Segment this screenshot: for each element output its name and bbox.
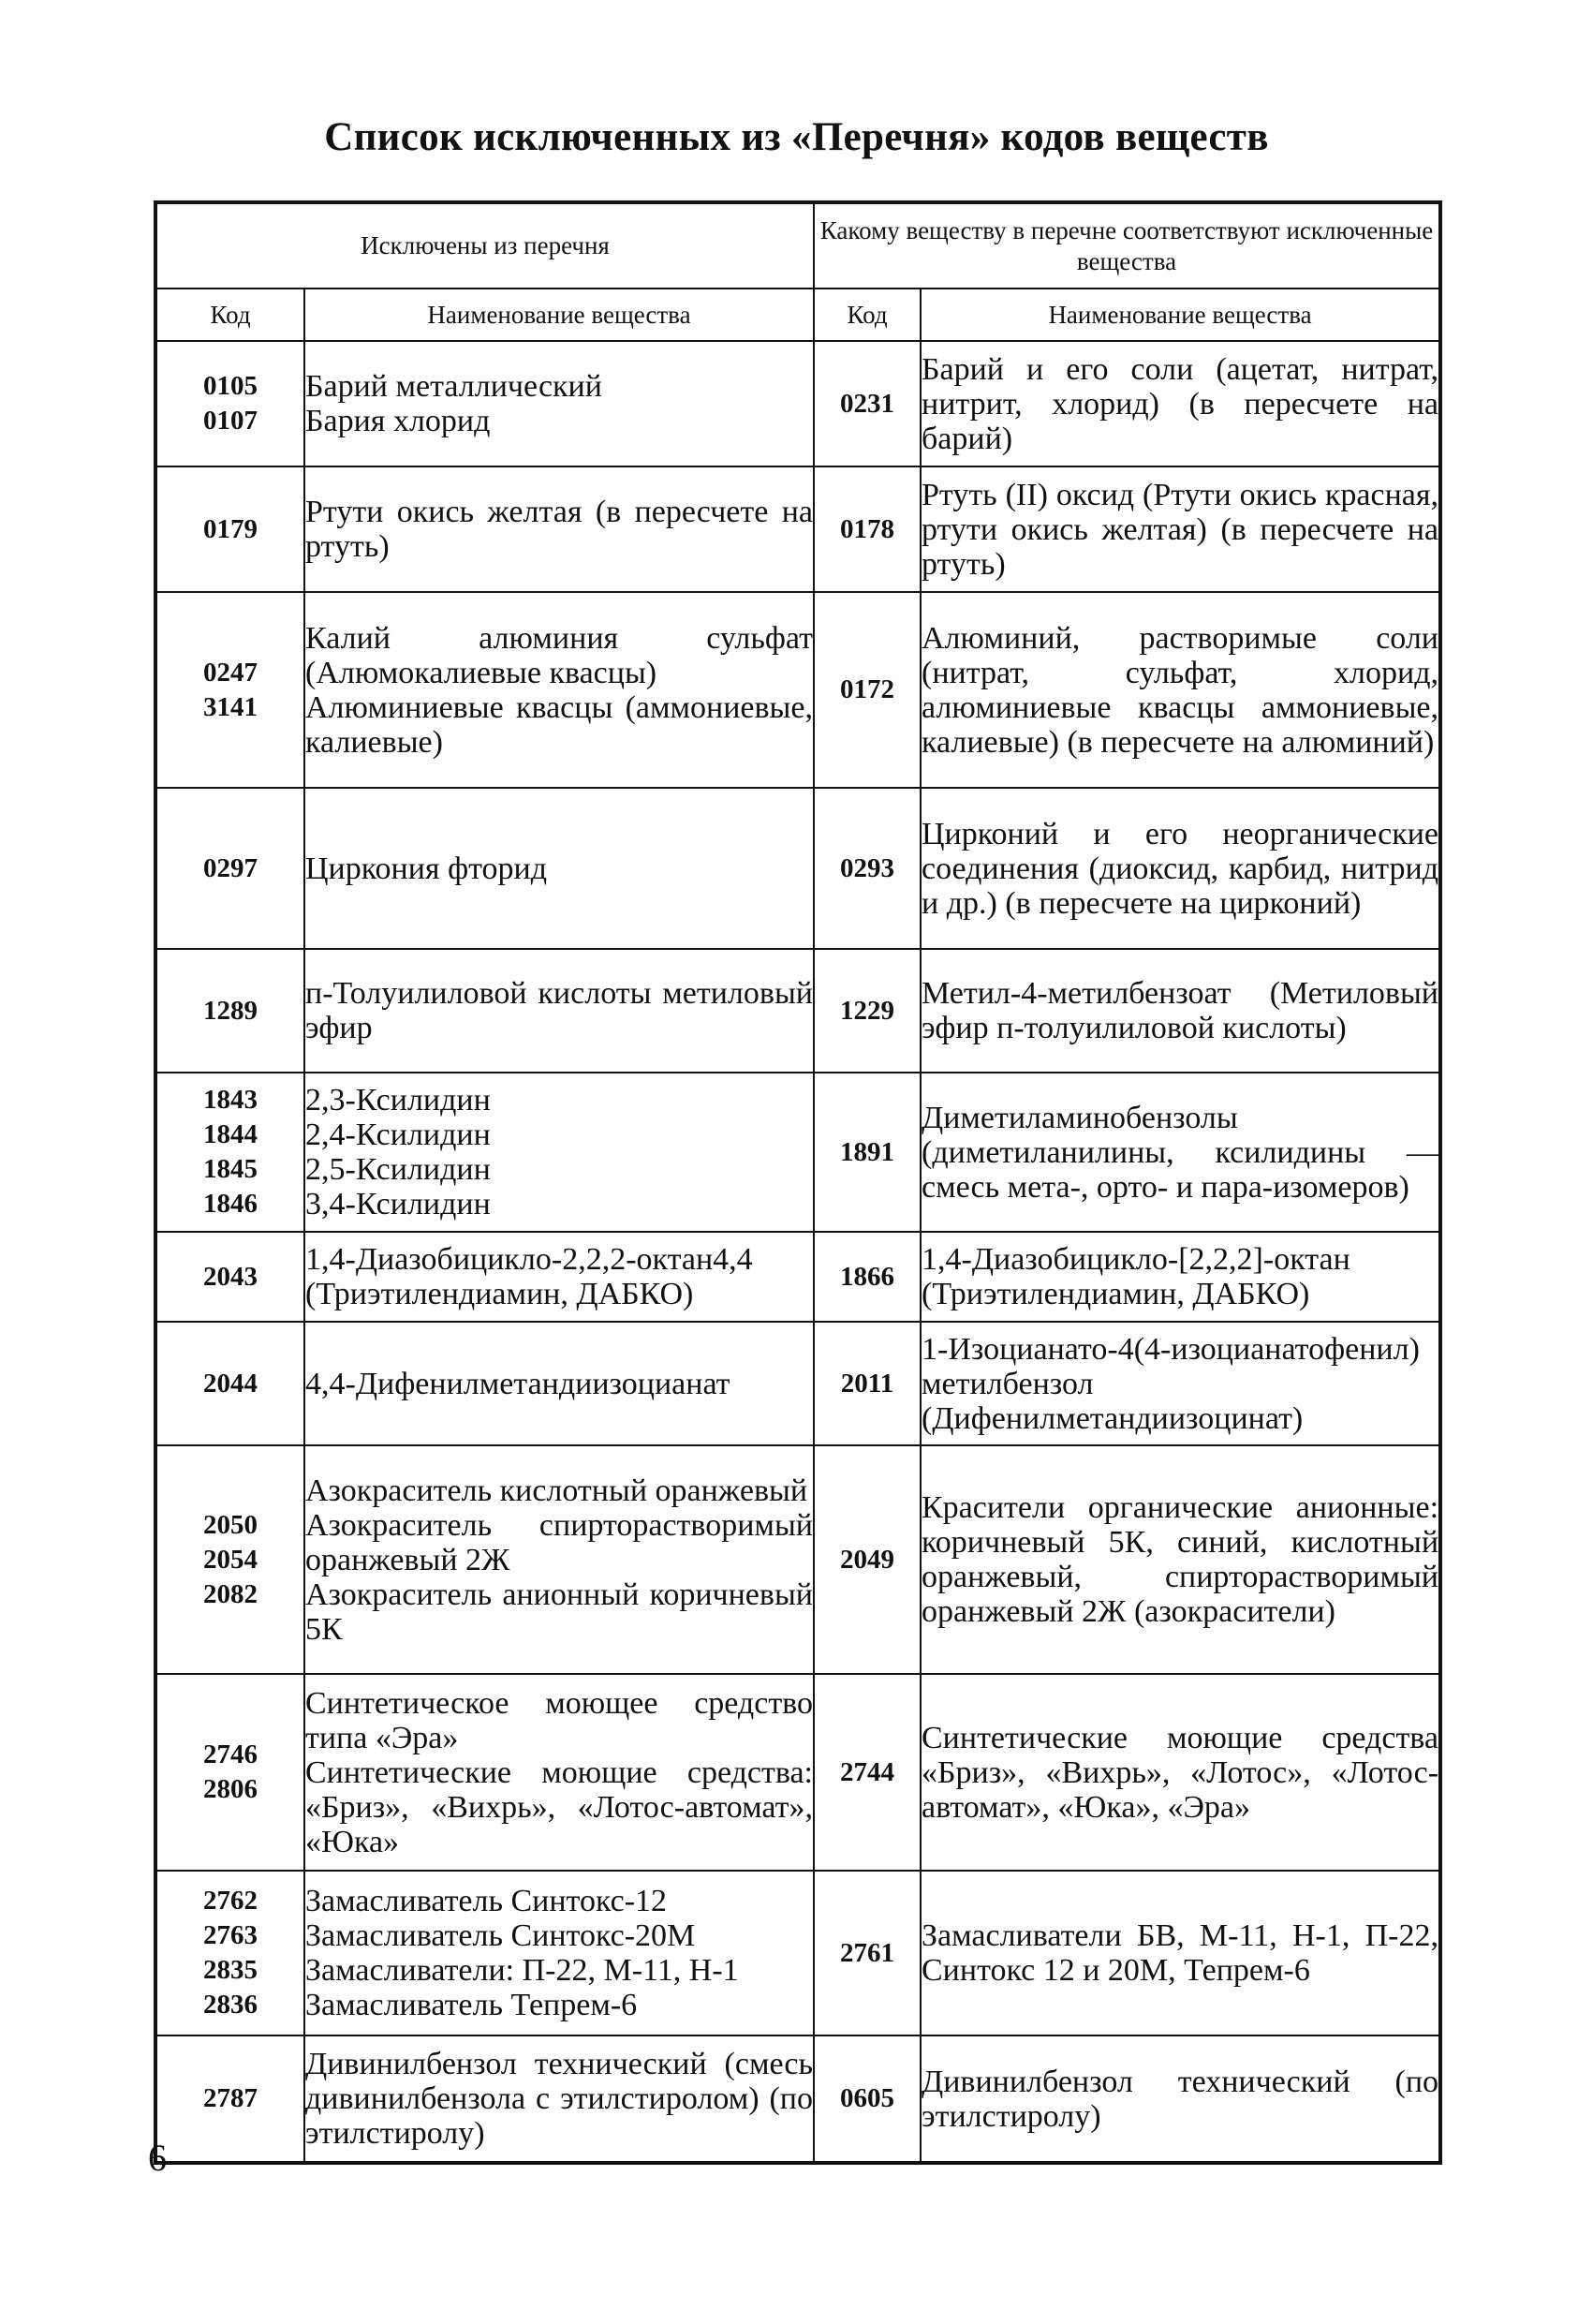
matched-name-cell: Барий и его соли (ацетат, нитрат, нитрит, хлорид) (в пересчете на барий) (921, 341, 1440, 466)
matched-name-cell: Замасливатели БВ, М-11, Н-1, П-22, Синтокс 12 и 20М, Тепрем-6 (921, 1871, 1440, 2035)
table-row (155, 1322, 1440, 1445)
matched-name-cell: Цирконий и его неорганические соединения (диоксид, карбид, нитрид и др.) (в пересчете на цирконий) (921, 788, 1440, 949)
excluded-code-cell (155, 592, 304, 788)
matched-code-cell: 0231 (814, 341, 921, 466)
matched-code-cell: 2744 (814, 1674, 921, 1871)
excluded-name: Синтетические моющие средства: «Бриз», «Вихрь», «Лотос-автомат», «Юка» (305, 1754, 813, 1859)
matched-name-cell: Красители органические анионные: коричневый 5К, синий, кислотный оранжевый, спирторастворимый оранжевый 2Ж (азокрасители) (921, 1445, 1440, 1674)
excluded-code: 2054 (203, 1544, 258, 1575)
table-row (155, 949, 1440, 1073)
matched-code-header: Код (814, 289, 921, 341)
excluded-code: 0107 (203, 406, 258, 436)
excluded-name: Замасливатель Синтокс-12 (305, 1884, 668, 1918)
matched-name-cell: 1-Изоцианато-4(4-изоцианатофенил) метилбензол (Дифенилметандиизоцинат) (921, 1322, 1440, 1445)
excluded-code-header: Код (155, 289, 304, 341)
excluded-name-cell (304, 1073, 814, 1232)
excluded-code-cell (155, 2035, 304, 2163)
excluded-name-cell (304, 1232, 814, 1322)
excluded-code-cell (155, 949, 304, 1073)
excluded-code-cell (155, 1073, 304, 1232)
excluded-code: 2836 (203, 1990, 258, 2020)
excluded-code: 1844 (203, 1119, 258, 1149)
table-row (155, 466, 1440, 592)
excluded-code-cell (155, 1322, 304, 1445)
excluded-code: 0297 (203, 852, 258, 883)
excluded-name: Калий алюминия сульфат (Алюмокалиевые квасцы) (305, 620, 813, 690)
excluded-name-cell (304, 2035, 814, 2163)
excluded-code: 2806 (203, 1774, 258, 1804)
excluded-name: Циркония фторид (305, 851, 548, 886)
matched-code-cell: 2049 (814, 1445, 921, 1674)
excluded-name: 2,3-Ксилидин (305, 1083, 491, 1118)
excluded-name-cell (304, 466, 814, 592)
excluded-name: 2,5-Ксилидин (305, 1152, 491, 1187)
matched-name-cell: Алюминий, растворимые соли (нитрат, сульфат, хлорид, алюминиевые квасцы аммониевые, калиевые) (в пересчете на алюминий) (921, 592, 1440, 788)
excluded-name-cell (304, 1322, 814, 1445)
excluded-name: Азокраситель кислотный оранжевый (305, 1473, 808, 1508)
excluded-code: 2787 (203, 2083, 258, 2113)
excluded-code: 2762 (203, 1886, 258, 1916)
matched-code-cell: 0293 (814, 788, 921, 949)
excluded-name: Бария хлорид (305, 404, 491, 438)
matched-code-cell: 2761 (814, 1871, 921, 2035)
excluded-name-cell (304, 1445, 814, 1674)
matched-code-cell: 0172 (814, 592, 921, 788)
matched-name-cell: Ртуть (II) оксид (Ртути окись красная, ртути окись желтая) (в пересчете на ртуть) (921, 466, 1440, 592)
excluded-name-cell (304, 1871, 814, 2035)
excluded-name: 2,4-Ксилидин (305, 1118, 491, 1152)
table-row (155, 1871, 1440, 2035)
excluded-code: 2746 (203, 1739, 258, 1769)
excluded-code: 1843 (203, 1085, 258, 1115)
excluded-name: Замасливатели: П-22, М-11, Н-1 (305, 1953, 739, 1988)
table-row (155, 788, 1440, 949)
excluded-code: 2763 (203, 1920, 258, 1950)
table-row (155, 1445, 1440, 1674)
excluded-code-cell (155, 1674, 304, 1871)
excluded-name-header: Наименование вещества (304, 289, 814, 341)
table-row (155, 1674, 1440, 1871)
excluded-code: 2043 (203, 1261, 258, 1292)
excluded-name: Барий металлический (305, 369, 602, 404)
matched-code-cell: 1866 (814, 1232, 921, 1322)
table-row (155, 341, 1440, 466)
table-row (155, 1073, 1440, 1232)
excluded-code-cell (155, 1232, 304, 1322)
excluded-name: Ртути окись желтая (в пересчете на ртуть) (305, 495, 813, 564)
excluded-name-cell (304, 341, 814, 466)
excluded-code: 0179 (203, 513, 258, 544)
excluded-code-cell (155, 466, 304, 592)
excluded-name: 3,4-Ксилидин (305, 1187, 491, 1221)
excluded-code: 1846 (203, 1189, 258, 1219)
table-row (155, 592, 1440, 788)
excluded-code: 2050 (203, 1509, 258, 1540)
matched-name-cell: Метил-4-метилбензоат (Метиловый эфир п-толуилиловой кислоты) (921, 949, 1440, 1073)
matched-name-cell: Дивинилбензол технический (по этилстиролу) (921, 2035, 1440, 2163)
excluded-code: 3141 (203, 691, 258, 722)
excluded-code: 1289 (203, 995, 258, 1026)
matched-code-cell: 1891 (814, 1073, 921, 1232)
excluded-code: 2044 (203, 1368, 258, 1399)
page-title: Список исключенных из «Перечня» кодов веществ (324, 115, 1269, 159)
excluded-code: 2082 (203, 1578, 258, 1609)
table-row (155, 1232, 1440, 1322)
matched-code-cell: 0605 (814, 2035, 921, 2163)
excluded-name: Азокраситель анионный коричневый 5К (305, 1576, 813, 1647)
excluded-group-header: Исключены из перечня (155, 202, 814, 289)
excluded-name-cell (304, 592, 814, 788)
excluded-name-cell (304, 788, 814, 949)
excluded-codes-table (154, 200, 1442, 2165)
excluded-name: Дивинилбензол технический (смесь дивинилбензола с этилстиролом) (по этилстиролу) (305, 2047, 813, 2151)
excluded-code: 1845 (203, 1154, 258, 1184)
matched-name-header: Наименование вещества (921, 289, 1440, 341)
matched-name-cell: Синтетические моющие средства «Бриз», «Вихрь», «Лотос», «Лотос-автомат», «Юка», «Эра» (921, 1674, 1440, 1871)
excluded-code-cell (155, 1445, 304, 1674)
excluded-code-cell (155, 341, 304, 466)
excluded-name-cell (304, 949, 814, 1073)
excluded-name: п-Толуилиловой кислоты метиловый эфир (305, 976, 813, 1045)
matched-name-cell: Диметиламинобензолы (диметиланилины, ксилидины — смесь мета-, орто- и пара-изомеров) (921, 1073, 1440, 1232)
excluded-name-cell (304, 1674, 814, 1871)
excluded-name: Азокраситель спирторастворимый оранжевый 2Ж (305, 1507, 813, 1577)
excluded-name: Синтетическое моющее средство типа «Эра» (305, 1685, 813, 1755)
excluded-name: 1,4-Диазобицикло-2,2,2-октан4,4 (Триэтилендиамин, ДАБКО) (305, 1242, 753, 1311)
group-header-row (155, 202, 1440, 289)
excluded-name: Замасливатель Синтокс-20М (305, 1918, 696, 1953)
excluded-code-cell (155, 1871, 304, 2035)
page-number: 6 (148, 2137, 167, 2179)
excluded-code: 2835 (203, 1955, 258, 1985)
table-row (155, 2035, 1440, 2163)
matched-code-cell: 1229 (814, 949, 921, 1073)
excluded-code-cell (155, 788, 304, 949)
excluded-code: 0105 (203, 371, 258, 401)
excluded-name: Алюминиевые квасцы (аммониевые, калиевые) (305, 689, 813, 760)
column-header-row (155, 289, 1440, 341)
excluded-code: 0247 (203, 657, 258, 688)
excluded-name: 4,4-Дифенилметандиизоцианат (305, 1366, 730, 1401)
matched-code-cell: 0178 (814, 466, 921, 592)
matched-name-cell: 1,4-Диазобицикло-[2,2,2]-октан (Триэтилендиамин, ДАБКО) (921, 1232, 1440, 1322)
matched-code-cell: 2011 (814, 1322, 921, 1445)
excluded-name: Замасливатель Тепрем-6 (305, 1988, 638, 2022)
matching-group-header: Какому веществу в перечне соответствуют исключенные вещества (814, 202, 1440, 289)
